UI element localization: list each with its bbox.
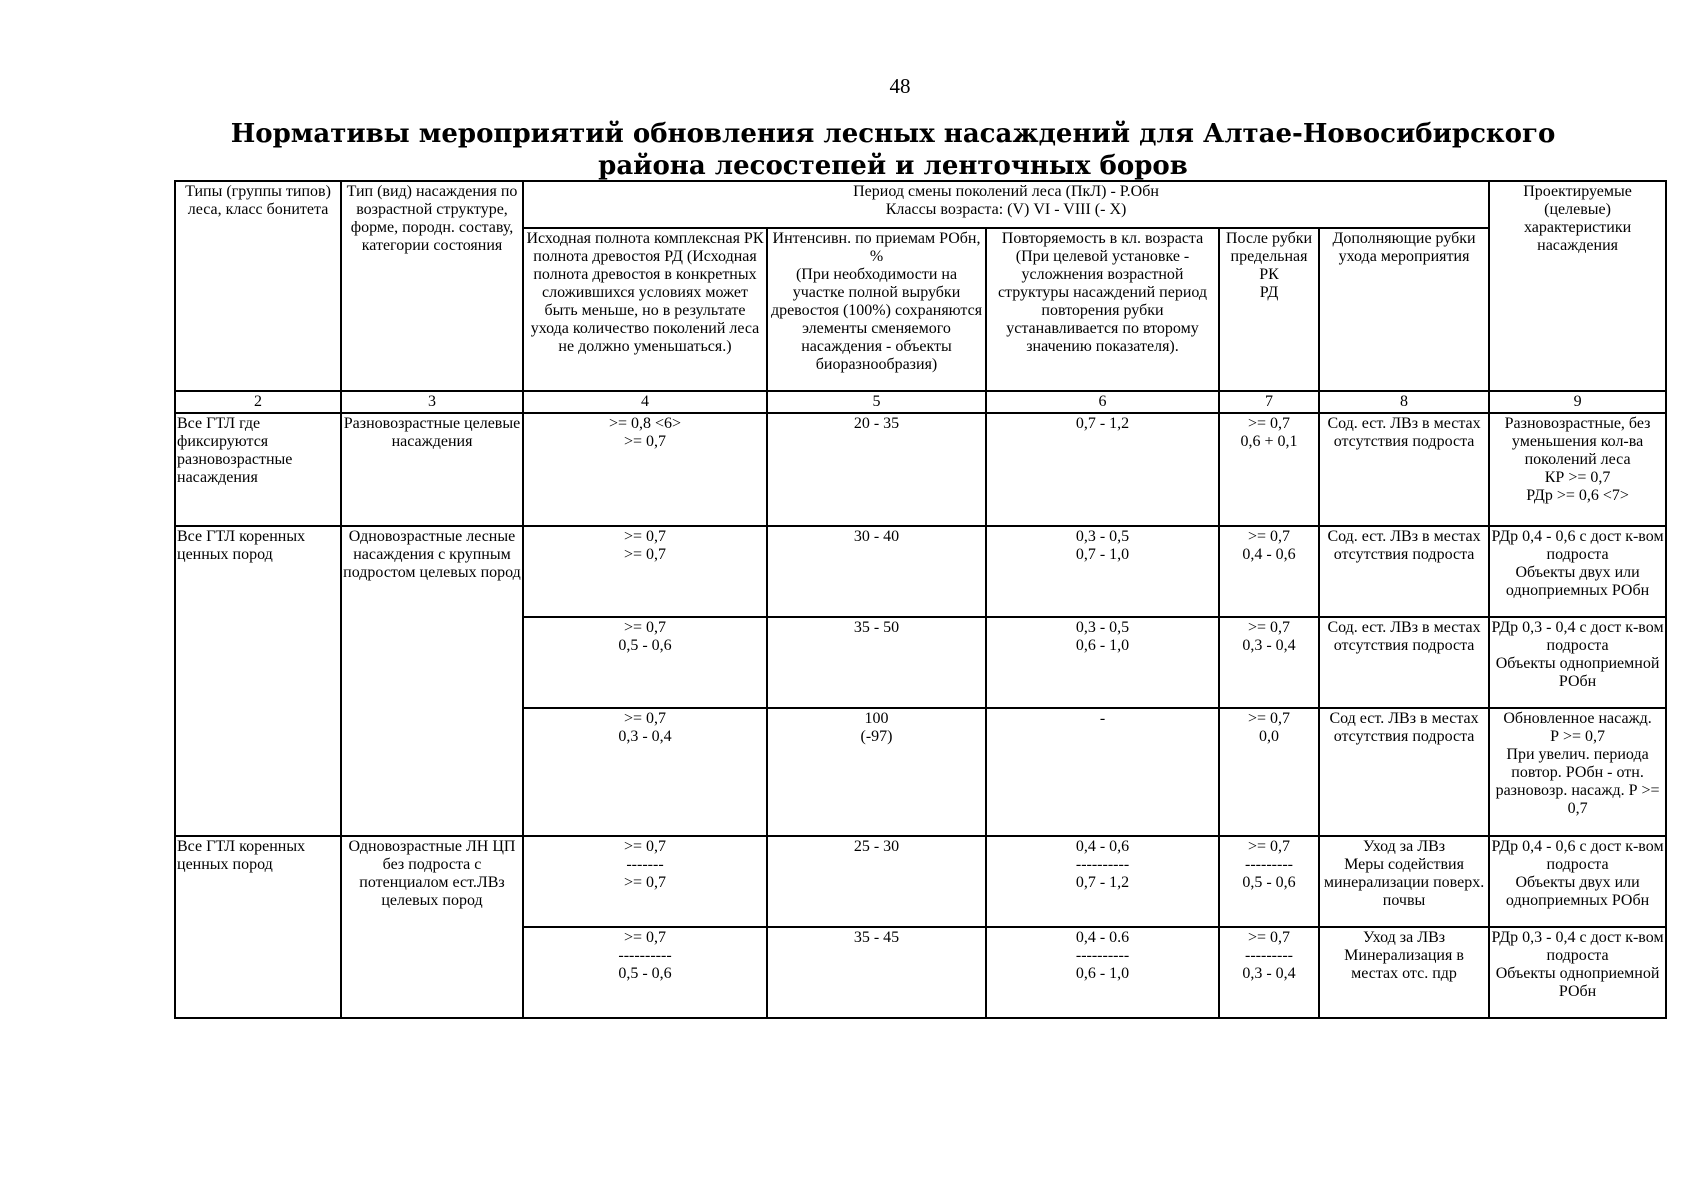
target-cell: РДр 0,4 - 0,6 с дост к-вом подроста Объекты двух или одноприемных РОбн (1489, 526, 1666, 617)
column-number: 3 (341, 391, 523, 413)
initial-density-cell: >= 0,7 ------- >= 0,7 (523, 836, 767, 927)
after-cutting-cell: >= 0,7 0,6 + 0,1 (1219, 413, 1319, 526)
header-row-1 (175, 181, 1666, 228)
header-repeatability: Повторяемость в кл. возраста (При целевой установке - усложнения возрастной структуры насаждений период повторения рубки устанавливается по второму значению показателя). (986, 228, 1219, 391)
column-number: 7 (1219, 391, 1319, 413)
table-row (175, 413, 1666, 526)
column-number: 5 (767, 391, 986, 413)
header-stand-type: Тип (вид) насаждения по возрастной структуре, форме, породн. составу, категории состояния (341, 181, 523, 391)
stand-type-cell: Одновозрастные ЛН ЦП без подроста с потенциалом ест.ЛВз целевых пород (341, 836, 523, 1018)
target-cell: Разновозрастные, без уменьшения кол-ва поколений леса КР >= 0,7 РДр >= 0,6 <7> (1489, 413, 1666, 526)
intensity-cell: 25 - 30 (767, 836, 986, 927)
target-cell: Обновленное насажд. Р >= 0,7 При увелич. периода повтор. РОбн - отн. разновозр. насажд. Р >= 0,7 (1489, 708, 1666, 836)
table-row (175, 836, 1666, 927)
intensity-cell: 35 - 45 (767, 927, 986, 1018)
header-additional-measures: Дополняющие рубки ухода мероприятия (1319, 228, 1489, 391)
forest-type-cell: Все ГТЛ коренных ценных пород (175, 836, 341, 1018)
intensity-cell: 20 - 35 (767, 413, 986, 526)
initial-density-cell: >= 0,7 0,5 - 0,6 (523, 617, 767, 708)
header-forest-type: Типы (группы типов) леса, класс бонитета (175, 181, 341, 391)
intensity-cell: 35 - 50 (767, 617, 986, 708)
forest-type-cell: Все ГТЛ где фиксируются разновозрастные насаждения (175, 413, 341, 526)
after-cutting-cell: >= 0,7 --------- 0,5 - 0,6 (1219, 836, 1319, 927)
column-number-row (175, 391, 1666, 413)
measures-cell: Сод. ест. ЛВз в местах отсутствия подроста (1319, 413, 1489, 526)
column-number: 8 (1319, 391, 1489, 413)
header-after-cutting: После рубки предельная РК РД (1219, 228, 1319, 391)
document-title: Нормативы мероприятий обновления лесных насаждений для Алтае-Новосибирского района лесостепей и ленточных боров (230, 119, 1556, 181)
header-initial-density: Исходная полнота комплексная РК полнота древостоя РД (Исходная полнота древостоя в конкретных сложившихся условиях может быть меньше, но в результате ухода количество поколений леса не должно уменьшаться.) (523, 228, 767, 391)
standards-table (174, 180, 1667, 1019)
after-cutting-cell: >= 0,7 0,4 - 0,6 (1219, 526, 1319, 617)
target-cell: РДр 0,3 - 0,4 с дост к-вом подроста Объекты одноприемной РОбн (1489, 927, 1666, 1018)
table-row (175, 526, 1666, 617)
measures-cell: Уход за ЛВз Минерализация в местах отс. пдр (1319, 927, 1489, 1018)
initial-density-cell: >= 0,7 ---------- 0,5 - 0,6 (523, 927, 767, 1018)
repeatability-cell: 0,7 - 1,2 (986, 413, 1219, 526)
page-number: 48 (889, 74, 911, 98)
header-period-line: Период смены поколений леса (ПкЛ) - Р.Обн (853, 183, 1159, 200)
forest-type-cell: Все ГТЛ коренных ценных пород (175, 526, 341, 836)
measures-cell: Сод. ест. ЛВз в местах отсутствия подроста (1319, 526, 1489, 617)
header-intensity: Интенсивн. по приемам РОбн, % (При необходимости на участке полной вырубки древостоя (100%) сохраняются элементы сменяемого насаждения - объекты биоразнообразия) (767, 228, 986, 391)
repeatability-cell: 0,3 - 0,5 0,6 - 1,0 (986, 617, 1219, 708)
initial-density-cell: >= 0,7 >= 0,7 (523, 526, 767, 617)
repeatability-cell: 0,4 - 0,6 ---------- 0,7 - 1,2 (986, 836, 1219, 927)
measures-cell: Уход за ЛВз Меры содействия минерализации поверх. почвы (1319, 836, 1489, 927)
measures-cell: Сод ест. ЛВз в местах отсутствия подроста (1319, 708, 1489, 836)
column-number: 4 (523, 391, 767, 413)
column-number: 2 (175, 391, 341, 413)
intensity-cell: 100 (-97) (767, 708, 986, 836)
after-cutting-cell: >= 0,7 0,3 - 0,4 (1219, 617, 1319, 708)
header-target-characteristics: Проектируемые (целевые) характеристики насаждения (1489, 181, 1666, 391)
stand-type-cell: Разновозрастные целевые насаждения (341, 413, 523, 526)
measures-cell: Сод. ест. ЛВз в местах отсутствия подроста (1319, 617, 1489, 708)
repeatability-cell: 0,3 - 0,5 0,7 - 1,0 (986, 526, 1219, 617)
repeatability-cell: - (986, 708, 1219, 836)
repeatability-cell: 0,4 - 0.6 ---------- 0,6 - 1,0 (986, 927, 1219, 1018)
column-number: 9 (1489, 391, 1666, 413)
stand-type-cell: Одновозрастные лесные насаждения с крупным подростом целевых пород (341, 526, 523, 836)
header-age-classes-line: Классы возраста: (V) VI - VIII (- X) (885, 201, 1127, 218)
intensity-cell: 30 - 40 (767, 526, 986, 617)
column-number: 6 (986, 391, 1219, 413)
after-cutting-cell: >= 0,7 0,0 (1219, 708, 1319, 836)
header-period-group (523, 181, 1489, 228)
target-cell: РДр 0,3 - 0,4 с дост к-вом подроста Объекты одноприемной РОбн (1489, 617, 1666, 708)
after-cutting-cell: >= 0,7 --------- 0,3 - 0,4 (1219, 927, 1319, 1018)
initial-density-cell: >= 0,7 0,3 - 0,4 (523, 708, 767, 836)
target-cell: РДр 0,4 - 0,6 с дост к-вом подроста Объекты двух или одноприемных РОбн (1489, 836, 1666, 927)
initial-density-cell: >= 0,8 <6> >= 0,7 (523, 413, 767, 526)
